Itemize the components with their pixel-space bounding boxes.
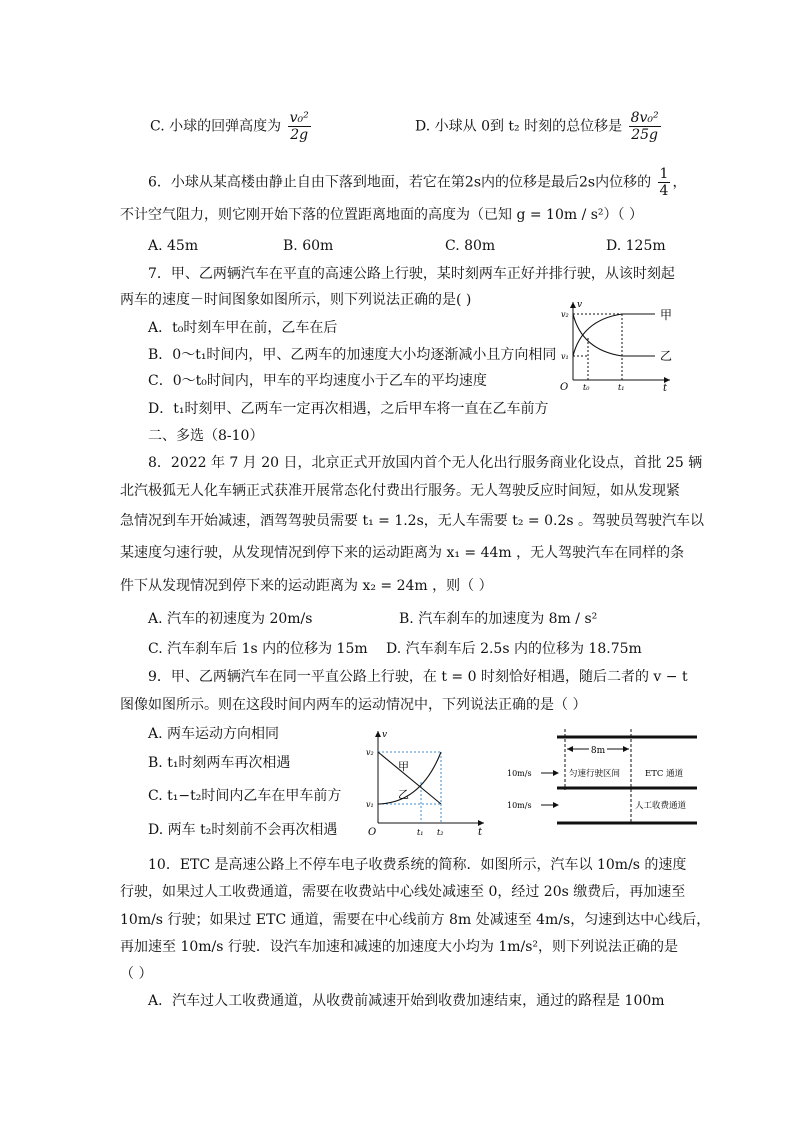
q5-option-c [150,110,313,143]
q9-graph-y-axis: v [382,730,388,740]
q8-line4: 某速度匀速行驶，从发现情况到停下来的运动距离为 x₁ = 44m ，无人驾驶汽车在同样的条 [120,545,685,561]
fraction-denominator: 2g [290,127,309,143]
fraction-denominator: 4 [659,183,669,199]
q7-graph-label-yi: 乙 [660,349,673,363]
q10-line1: 10．ETC 是高速公路上不停车电子收费系统的简称．如图所示，汽车以 10m/s 的速度 [148,857,687,873]
q7-option-c: C．0～t₀时间内，甲车的平均速度小于乙车的平均速度 [148,373,487,389]
q7-graph-label-jia: 甲 [660,308,673,322]
q7-option-a: A．t₀时刻车甲在前，乙车在后 [148,320,338,336]
q9-line2: 图像如图所示。则在这段时间内两车的运动情况中，下列说法正确的是（ ） [120,697,587,713]
q9-graph-t2: t₂ [437,828,444,837]
q8-option-b: B. 汽车刹车的加速度为 8m / s² [399,611,598,627]
q10-line4: 再加速至 10m/s 行驶．设汽车加速和减速的加速度大小均为 1m/s²，则下列说法正确的是 [120,939,679,955]
q7-line1: 7．甲、乙两辆汽车在平直的高速公路上行驶，某时刻两车正好并排行驶，从该时刻起 [148,266,675,282]
q6-line1: 6．小球从某高楼由静止自由下落到地面，若它在第2s内的位移是最后2s内位移的 $\frac{1}{4}$ ， [148,166,687,199]
q9-vt-graph [366,727,492,839]
q6-option-c: C. 80m [445,238,496,254]
fraction-numerator: v₀² [289,110,309,126]
manual-lane-label: 人工收费通道 [635,801,687,811]
q10-line3: 10m/s 行驶；如果过 ETC 通道，需要在中心线前方 8m 处减速至 4m/s，匀速到达中心线后， [120,912,711,928]
q7-graph-t1: t₁ [618,383,625,392]
q5-option-d-fraction [629,110,661,143]
q9-line1: 9．甲、乙两辆汽车在同一平直公路上行驶，在 t = 0 时刻恰好相遇，随后二者的 v − t [148,669,688,685]
fraction-denominator: 25g [631,127,658,143]
q7-option-b: B．0～t₁时间内，甲、乙两车的加速度大小均逐渐减小且方向相同 [148,347,557,363]
q9-option-a: A. 两车运动方向相同 [148,726,280,742]
q9-graph-v1: v₁ [366,800,374,809]
section-multi-choice-heading: 二、多选（8-10） [148,428,264,444]
q8-line2: 北汽极狐无人化车辆正式获准开展常态化付费出行服务。无人驾驶反应时间短，如从发现紧 [120,483,680,499]
etc-lane-label: ETC 通道 [645,769,684,779]
q9-graph-label-jia: 甲 [398,760,409,773]
q10-option-a: A．汽车过人工收费通道，从收费前减速开始到收费加速结束，通过的路程是 100m [148,993,665,1009]
fraction-numerator: 1 [659,166,669,182]
q7-line2: 两车的速度－时间图象如图所示，则下列说法正确的是( ) [120,292,472,308]
etc-uniform-zone: 匀速行驶区间 [569,769,621,779]
q8-option-a: A. 汽车的初速度为 20m/s [148,611,313,627]
q9-graph-v2: v₂ [366,748,374,757]
q7-option-d: D．t₁时刻甲、乙两车一定再次相遇，之后甲车将一直在乙车前方 [148,401,549,417]
q6-option-b: B. 60m [283,238,334,254]
q8-line3: 急情况到车开始减速，酒驾驾驶员需要 t₁ = 1.2s，无人车需要 t₂ = 0.2s 。驾驶员驾驶汽车以 [120,513,704,529]
q6-option-d: D. 125m [606,238,666,254]
q8-line5: 件下从发现情况到停下来的运动距离为 x₂ = 24m ，则（ ） [120,578,493,594]
q9-option-b: B. t₁时刻两车再次相遇 [148,755,291,771]
q6-fraction [658,166,671,199]
q8-option-c: C. 汽车刹车后 1s 内的位移为 15m [148,641,368,657]
q8-option-d: D. 汽车刹车后 2.5s 内的位移为 18.75m [386,641,642,657]
q7-graph-t0: t₀ [583,383,590,392]
q9-graph-x-axis: t [478,827,483,838]
q9-option-d: D. 两车 t₂时刻前不会再次相遇 [148,822,338,838]
etc-toll-diagram [505,725,715,830]
q7-graph-origin: O [560,382,569,393]
q9-graph-origin: O [368,827,377,838]
q9-graph-label-yi: 乙 [398,788,409,801]
etc-speed-top: 10m/s [507,769,532,778]
q5-option-c-text: C. 小球的回弹高度为 [150,118,282,135]
q10-line5: （ ） [120,966,153,982]
q7-graph-x-axis: t [663,383,668,393]
q7-vt-graph [560,298,685,393]
q6-line1-text: 6．小球从某高楼由静止自由下落到地面，若它在第2s内的位移是最后2s内位移的 [148,174,652,191]
q5-option-d-text: D. 小球从 0到 t₂ 时刻的总位移是 [415,118,623,135]
q7-graph-v1: v₁ [561,352,569,361]
etc-distance-label: 8m [590,746,606,756]
q5-option-c-fraction [288,110,311,143]
q7-graph-y-axis: v [577,300,583,310]
q9-option-c: C. t₁−t₂时间内乙车在甲车前方 [148,788,342,804]
q5-option-d [415,110,663,143]
q6-line2: 不计空气阻力，则它刚开始下落的位置距离地面的高度为（已知 g = 10m / s²）（ ） [120,207,643,223]
etc-speed-bottom: 10m/s [507,801,532,810]
q9-graph-t1: t₁ [417,828,424,837]
q7-graph-v2: v₂ [561,310,569,319]
fraction-numerator: 8v₀² [630,110,659,126]
q6-option-a: A. 45m [148,238,199,254]
q8-line1: 8．2022 年 7 月 20 日，北京正式开放国内首个无人化出行服务商业化设点，首批 25 辆 [148,455,703,471]
q10-line2: 行驶，如果过人工收费通道，需要在收费站中心线处减速至 0，经过 20s 缴费后，再加速至 [120,884,686,900]
